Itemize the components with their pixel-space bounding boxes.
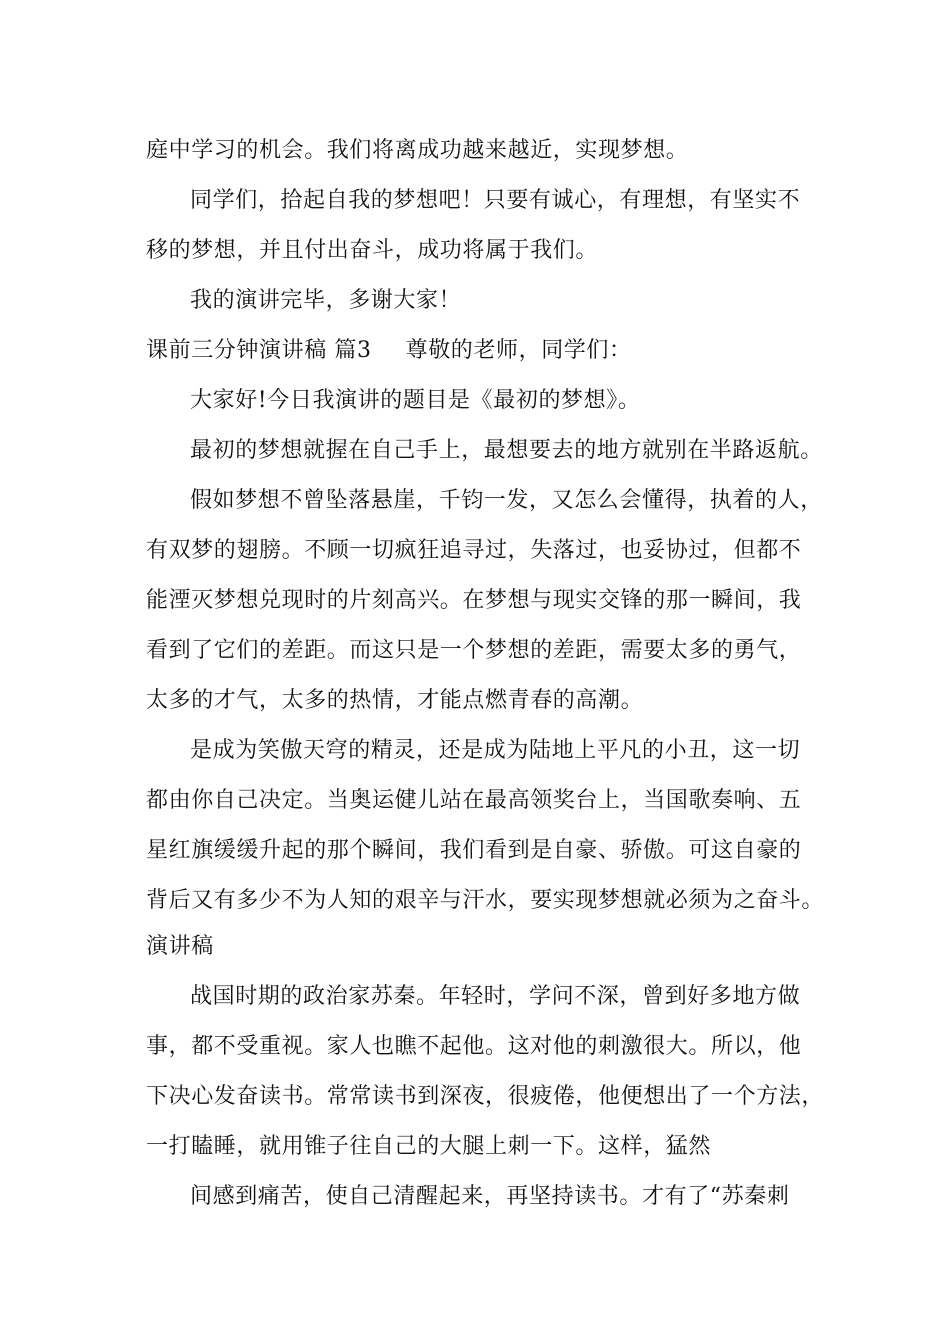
text-line: 下决心发奋读书。常常读书到深夜，很疲倦，他便想出了一个方法，: [146, 1084, 825, 1109]
paragraph-start: 间感到痛苦，使自己清醒起来，再坚持读书。才有了“苏秦刺: [190, 1184, 790, 1209]
paragraph-start: 是成为笑傲天穹的精灵，还是成为陆地上平凡的小丑，这一切: [190, 738, 801, 763]
paragraph-start: 假如梦想不曾坠落悬崖，千钧一发，又怎么会懂得，执着的人，: [190, 488, 823, 513]
paragraph-start: 同学们，拾起自我的梦想吧！只要有诚心，有理想，有坚实不: [190, 188, 801, 213]
salutation: 尊敬的老师，同学们：: [405, 338, 632, 363]
paragraph-start: 大家好!今日我演讲的题目是《最初的梦想》。: [190, 388, 641, 413]
paragraph-start: 战国时期的政治家苏秦。年轻时，学问不深，曾到好多地方做: [190, 984, 801, 1009]
text-line: 有双梦的翅膀。不顾一切疯狂追寻过，失落过，也妥协过，但都不: [146, 538, 802, 563]
text-line: 都由你自己决定。当奥运健儿站在最高领奖台上，当国歌奏响、五: [146, 788, 802, 813]
section-heading: 课前三分钟演讲稿 篇3: [146, 338, 372, 363]
text-line: 星红旗缓缓升起的那个瞬间，我们看到是自豪、骄傲。可这自豪的: [146, 838, 802, 863]
text-line: 背后又有多少不为人知的艰辛与汗水，要实现梦想就必须为之奋斗。: [146, 888, 825, 913]
text-line: 演讲稿: [146, 934, 214, 959]
section-heading-line: [146, 336, 632, 366]
text-line: 一打瞌睡，就用锥子往自己的大腿上刺一下。这样，猛然: [146, 1134, 712, 1159]
paragraph-start: 最初的梦想就握在自己手上，最想要去的地方就别在半路返航。: [190, 438, 823, 463]
text-line: 庭中学习的机会。我们将离成功越来越近，实现梦想。: [146, 138, 689, 163]
text-line: 看到了它们的差距。而这只是一个梦想的差距，需要太多的勇气，: [146, 638, 802, 663]
text-line: 能湮灭梦想兑现时的片刻高兴。在梦想与现实交锋的那一瞬间，我: [146, 588, 802, 613]
text-line: 太多的才气，太多的热情，才能点燃青春的高潮。: [146, 688, 644, 713]
text-line: 事，都不受重视。家人也瞧不起他。这对他的刺激很大。所以，他: [146, 1034, 802, 1059]
paragraph-start: 我的演讲完毕，多谢大家！: [190, 288, 462, 313]
text-line: 移的梦想，并且付出奋斗，成功将属于我们。: [146, 238, 599, 263]
